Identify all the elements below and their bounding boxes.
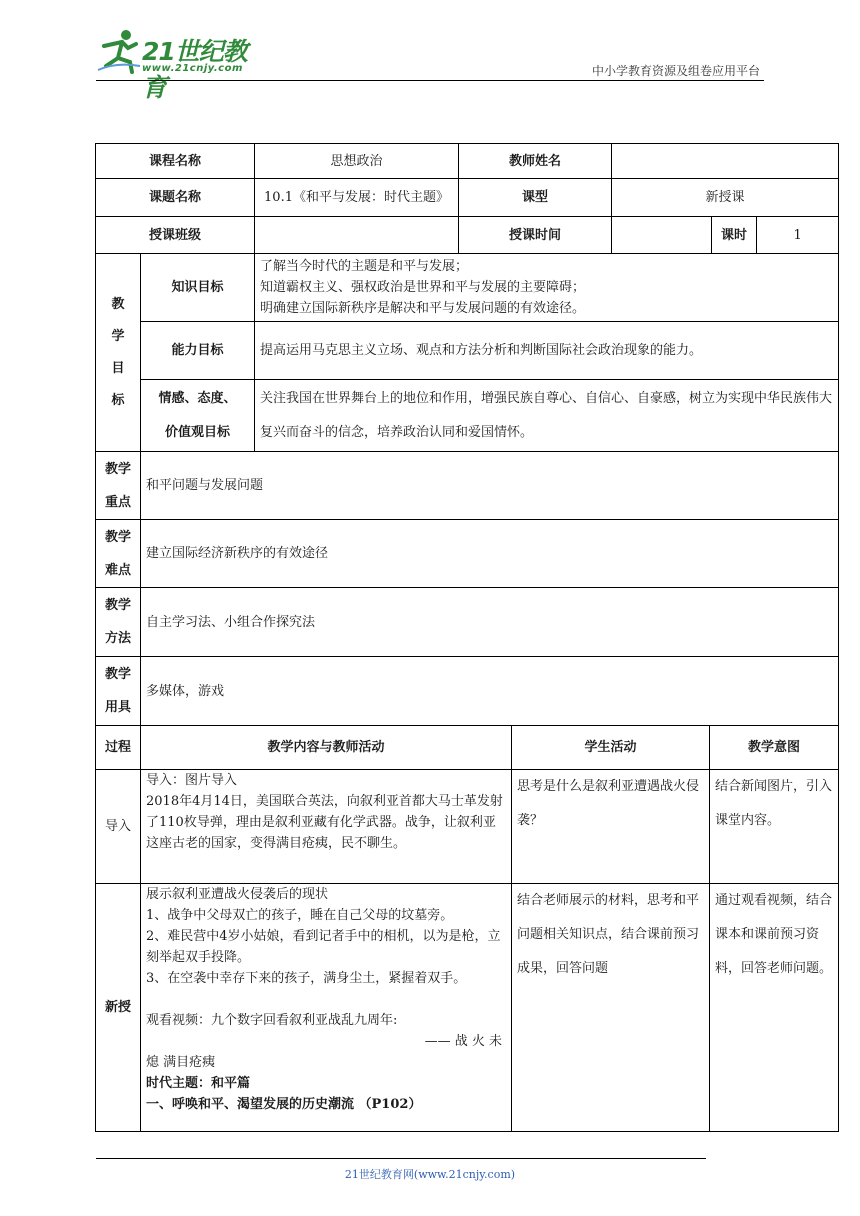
section-heading: 一、呼唤和平、渴望发展的历史潮流 （P102） xyxy=(146,1097,422,1112)
new-intent: 通过观看视频，结合课本和课前预习资料，回答老师问题。 xyxy=(710,884,839,1132)
difficulty-label-line: 教学 xyxy=(104,529,131,545)
intro-content-line: 2018年4月14日，美国联合英法，向叙利亚首都大马士革发射了110枚导弹，理由是叙利亚藏有化学武器。战争，让叙利亚这座古老的国家，变得满目疮痍，民不聊生。 xyxy=(146,794,503,851)
process-header-row xyxy=(96,726,839,770)
info-row-class xyxy=(96,217,839,254)
method-row xyxy=(96,588,839,657)
goals-label-char: 学 xyxy=(111,328,125,344)
emotion-goal-content: 关注我国在世界舞台上的地位和作用，增强民族自尊心、自信心、自豪感，树立为实现中华民族伟大复兴而奋斗的信念，培养政治认同和爱国情怀。 xyxy=(255,380,839,452)
info-row-course xyxy=(96,144,839,179)
new-student: 结合老师展示的材料，思考和平问题相关知识点，结合课前预习成果，回答问题 xyxy=(512,884,710,1132)
new-content-line: 2、难民营中4岁小姑娘，看到记者手中的相机，以为是枪，立刻举起双手投降。 xyxy=(146,929,501,965)
emotion-goal-label-line: 情感、态度、 xyxy=(158,390,237,406)
time-value xyxy=(612,217,711,253)
goals-label xyxy=(96,254,141,452)
goals-label-char: 标 xyxy=(111,392,125,408)
knowledge-goal-content xyxy=(255,254,839,322)
intro-stage: 导入 xyxy=(96,770,141,884)
difficulty-content: 建立国际经济新秩序的有效途径 xyxy=(141,520,839,588)
course-name-value: 思想政治 xyxy=(255,144,459,179)
teacher-label: 教师姓名 xyxy=(459,144,612,179)
tools-label-line: 教学 xyxy=(104,667,131,682)
teacher-value xyxy=(612,144,839,179)
class-value xyxy=(255,217,459,254)
key-point-content: 和平问题与发展问题 xyxy=(141,452,839,520)
key-point-row xyxy=(96,452,839,520)
footer-divider xyxy=(96,1158,706,1159)
header-divider xyxy=(96,80,764,81)
theme-heading: 时代主题：和平篇 xyxy=(146,1076,251,1091)
type-label: 课型 xyxy=(459,179,612,217)
ability-goal-content: 提高运用马克思主义立场、观点和方法分析和判断国际社会政治现象的能力。 xyxy=(255,322,839,380)
new-content-line: 展示叙利亚遭战火侵袭后的现状 xyxy=(146,887,329,902)
type-value: 新授课 xyxy=(612,179,839,217)
key-point-label-line: 重点 xyxy=(104,494,131,510)
process-row-new xyxy=(96,884,839,1132)
difficulty-label-line: 难点 xyxy=(104,562,131,578)
goal-row-knowledge xyxy=(96,254,839,322)
ability-goal-label: 能力目标 xyxy=(141,322,255,380)
logo-url: www.21cnjy.com xyxy=(142,63,243,74)
class-label: 授课班级 xyxy=(96,217,255,254)
intro-intent: 结合新闻图片，引入课堂内容。 xyxy=(710,770,839,884)
logo-text: 21世纪教育 xyxy=(142,37,247,102)
process-header-student: 学生活动 xyxy=(512,726,710,770)
video-subtitle-2: 熄 满目疮痍 xyxy=(146,1055,216,1070)
new-stage: 新授 xyxy=(96,884,141,1132)
intro-content-line: 导入：图片导入 xyxy=(146,773,238,788)
knowledge-goal-line: 明确建立国际新秩序是解决和平与发展问题的有效途径。 xyxy=(260,301,586,316)
process-header-stage: 过程 xyxy=(96,726,141,770)
tools-row xyxy=(96,657,839,726)
time-label: 授课时间 xyxy=(459,217,612,254)
method-content: 自主学习法、小组合作探究法 xyxy=(141,588,839,657)
goal-row-ability xyxy=(96,322,839,380)
footer-link[interactable]: 21世纪教育网(www.21cnjy.com) xyxy=(344,1168,516,1181)
video-line: 观看视频：九个数字回看叙利亚战乱九周年: xyxy=(146,1013,398,1028)
tools-content: 多媒体，游戏 xyxy=(141,657,839,726)
method-label-line: 方法 xyxy=(104,631,131,646)
time-hours-cell xyxy=(612,217,839,254)
time-hours-subtable xyxy=(612,217,838,253)
new-content-line: 1、战争中父母双亡的孩子，睡在自己父母的坟墓旁。 xyxy=(146,908,454,923)
difficulty-label xyxy=(96,520,141,588)
knowledge-goal-label: 知识目标 xyxy=(141,254,255,322)
method-label xyxy=(96,588,141,657)
topic-value: 10.1《和平与发展：时代主题》 xyxy=(255,179,459,217)
tools-label-line: 用具 xyxy=(104,700,131,715)
topic-label: 课题名称 xyxy=(96,179,255,217)
lesson-plan-table xyxy=(95,143,839,1132)
course-name-label: 课程名称 xyxy=(96,144,255,179)
goal-row-emotion xyxy=(96,380,839,452)
method-label-line: 教学 xyxy=(104,598,131,613)
video-subtitle-1: —— 战 火 未 xyxy=(424,1034,503,1049)
intro-student: 思考是什么是叙利亚遭遇战火侵袭？ xyxy=(512,770,710,884)
knowledge-goal-line: 知道霸权主义、强权政治是世界和平与发展的主要障碍； xyxy=(260,280,586,295)
process-row-intro xyxy=(96,770,839,884)
process-header-content: 教学内容与教师活动 xyxy=(141,726,512,770)
site-logo xyxy=(96,26,266,102)
new-content xyxy=(141,884,512,1132)
knowledge-goal-line: 了解当今时代的主题是和平与发展； xyxy=(260,259,469,274)
key-point-label-line: 教学 xyxy=(104,461,131,477)
intro-content xyxy=(141,770,512,884)
key-point-label xyxy=(96,452,141,520)
platform-title: 中小学教育资源及组卷应用平台 xyxy=(591,64,760,78)
emotion-goal-label-line: 价值观目标 xyxy=(165,424,231,440)
process-header-intent: 教学意图 xyxy=(710,726,839,770)
hours-label: 课时 xyxy=(711,217,756,253)
tools-label xyxy=(96,657,141,726)
emotion-goal-label xyxy=(141,380,255,452)
hours-value: 1 xyxy=(793,227,802,243)
new-content-line: 3、在空袭中幸存下来的孩子，满身尘土，紧握着双手。 xyxy=(146,971,467,986)
goals-label-char: 教 xyxy=(111,296,125,312)
difficulty-row xyxy=(96,520,839,588)
goals-label-char: 目 xyxy=(111,360,125,376)
runner-logo-icon xyxy=(96,26,142,76)
info-row-topic xyxy=(96,179,839,217)
